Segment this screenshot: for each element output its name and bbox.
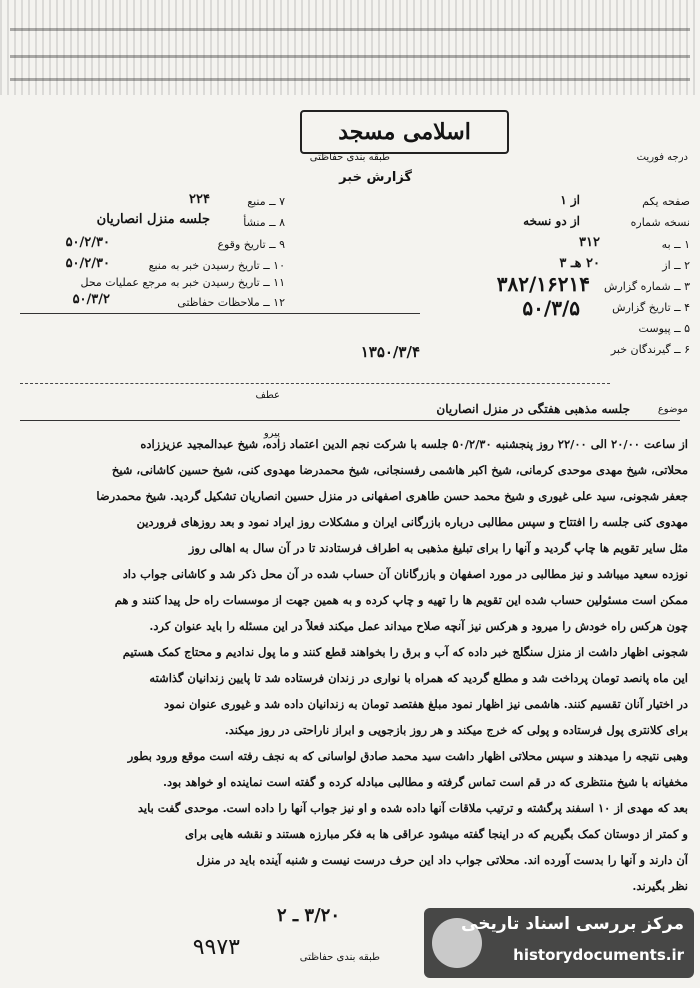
left-field-label: ۹ ــ تاریخ وقوع	[217, 238, 285, 251]
body-line: نوزده سعید میباشد و نیز مطالبی در مورد اصفهان و بازرگانان آن حساب شده در آن محل ذکر شد و کاشانی جواب داد	[122, 567, 688, 581]
right-field-label: صفحه یکم	[642, 195, 690, 208]
right-field-value: از دو نسخه	[523, 214, 580, 228]
body-line: از ساعت ۲۰/۰۰ الی ۲۲/۰۰ روز پنجشنبه ۵۰/۲/۳۰ جلسه با شرکت نجم الدین اعتماد زاده، شیخ عبدالمجید عزیززاده	[140, 437, 688, 451]
body-line: مهدوی کنی جلسه را افتتاح و سپس مطالبی درباره بازرگانی ایران و مشکلات روز ایراد نمود و بعد روزهای فروردین	[136, 515, 688, 529]
body-line: چون هرکس راه خودش را میرود و هرکس نیز آنچه صلاح میداند عمل میکند فعلاً در این مسئله را باید عنوان کرد.	[149, 619, 688, 633]
divider	[20, 420, 680, 421]
body-line: آن دارند و آنها را بدست آورده اند. محلاتی جواب داد این حرف درست نیست و شنبه آینده باید در منزل	[196, 853, 688, 867]
right-field-label: ۵ ــ پیوست	[638, 322, 690, 335]
right-field-label: ۴ ــ تاریخ گزارش	[612, 301, 690, 314]
left-field-value: ۵۰/۲/۳۰	[65, 256, 110, 271]
right-field-value: ۲۰ هـ ۳	[559, 256, 600, 271]
body-line: محلاتی، شیخ مهدی موحدی کرمانی، شیخ اکبر هاشمی رفسنجانی، شیخ محمدرضا مهدوی کنی، شیخ حسین کاشانی، شیخ	[111, 463, 688, 477]
classification-label: طبقه بندی حفاظتی	[309, 152, 390, 163]
body-line: نظر بگیرند.	[632, 879, 688, 893]
footer-classification: طبقه بندی حفاظتی	[299, 952, 380, 963]
report-title: گزارش خبر	[339, 170, 412, 185]
right-field-label: ۱ ــ به	[661, 238, 690, 251]
right-field-value: ۳۱۲	[579, 235, 600, 250]
body-line: برای کلانتری پول فرستاده و پولی که خرج میکند و هر روز بازجویی و ابراز ناراحتی در روز میکند.	[224, 723, 688, 737]
left-field-label: ۱۲ ــ ملاحظات حفاظتی	[177, 296, 285, 309]
body-line: بعد که مهدی از ۱۰ اسفند پرگشته و ترتیب ملاقات آنها داده شده و او نیز جواب آنها را داده است. موحدی گفت باید	[137, 801, 688, 815]
body-line: ممکن است مسئولین حساب شده این تقویم ها را تهیه و چاپ کرده و به همین جهت از موسسات راه حل پیدا کنند و هم	[114, 593, 688, 607]
reference-sub-label: پیرو	[263, 428, 280, 439]
body-line: مخفیانه با شیخ منتظری که در قم است تماس گرفته و مطالبی مبادله کرده و گفته است نماینده او خواهد بود.	[162, 775, 688, 789]
body-line: در اختیار آنان تقسیم کنند. هاشمی نیز اظهار نمود مبلغ هفتصد تومان به زندانیان داده شد و غیوری عنوان نمود	[164, 697, 688, 711]
left-field-label: ۱۱ ــ تاریخ رسیدن خبر به مرجع عملیات محل	[80, 276, 285, 289]
report-date: ۵۰/۳/۵	[522, 296, 580, 320]
reference-label: عطف	[255, 390, 280, 401]
report-number: ۳۸۲/۱۶۲۱۴	[496, 272, 590, 296]
left-field-value: ۵۰/۳/۲	[72, 292, 110, 307]
body-line: و کمتر از دوستان کمک بگیریم که در اینجا گفته میشود عراقی ها به فکر مبارزه هستند و نقشه هایی برای	[185, 827, 688, 841]
urgency-label: درجه فوریت	[636, 152, 688, 163]
subject-label: موضوع	[657, 404, 688, 415]
watermark-en: historydocuments.ir	[513, 946, 684, 964]
left-field-value: جلسه منزل انصاریان	[96, 212, 210, 227]
subject-text: جلسه مذهبی هفتگی در منزل انصاریان	[436, 402, 630, 416]
left-field-label: ۸ ــ منشأ	[243, 216, 285, 229]
dashed-divider	[20, 383, 610, 384]
scan-noise-band	[0, 0, 700, 95]
body-line: مثل سایر تقویم ها چاپ گردید و آنها را برای تبلیغ مذهبی به اطراف فرستادند تا در آن سال به اهالی روز	[188, 541, 688, 555]
received-date: ۱۳۵۰/۳/۴	[360, 343, 420, 361]
left-field-label: ۱۰ ــ تاریخ رسیدن خبر به منبع	[148, 259, 285, 272]
header-stamp: اسلامی مسجد	[300, 110, 509, 154]
divider	[20, 313, 420, 314]
right-field-label: ۲ ــ از	[662, 259, 690, 272]
left-field-label: ۷ ــ منبع	[247, 195, 285, 208]
body-line: شجونی اظهار داشت از منزل سنگلج خبر داده که آب و برق را بخواهند قطع کنند و ما پول ندادیم و محتاج کمک هستیم	[122, 645, 688, 659]
right-field-label: نسخه شماره	[630, 216, 690, 229]
right-field-label: ۶ ــ گیرندگان خبر	[610, 343, 690, 356]
archive-watermark	[424, 908, 694, 978]
body-line: جعفر شجونی، سید علی غیوری و شیخ محمد حسن طاهری اصفهانی در منزل حسین انصاریان تشکیل گردید. شیخ محمدرضا	[96, 489, 688, 503]
watermark-fa: مرکز بررسی اسناد تاریخی	[461, 914, 684, 934]
signature-date: ۳/۲۰ ـ ۲	[276, 905, 340, 926]
right-field-value: از ۱	[560, 193, 580, 207]
side-number: ۹۹۷۳	[192, 935, 240, 960]
right-field-label: ۳ ــ شماره گزارش	[604, 280, 690, 293]
left-field-value: ۵۰/۲/۳۰	[65, 235, 110, 250]
body-line: این ماه پانصد تومان پرداخت شد و مطلع گردید که همراه با نواری در زندان فرستاده شد تا پایین زندانیان گذاشته	[149, 671, 688, 685]
left-field-value: ۲۲۴	[189, 192, 210, 207]
body-line: وهبی نتیجه را میدهند و سپس محلاتی اظهار داشت سید محمد صادق لواسانی که به نجف رفته است موقع ورود بطور	[127, 749, 688, 763]
